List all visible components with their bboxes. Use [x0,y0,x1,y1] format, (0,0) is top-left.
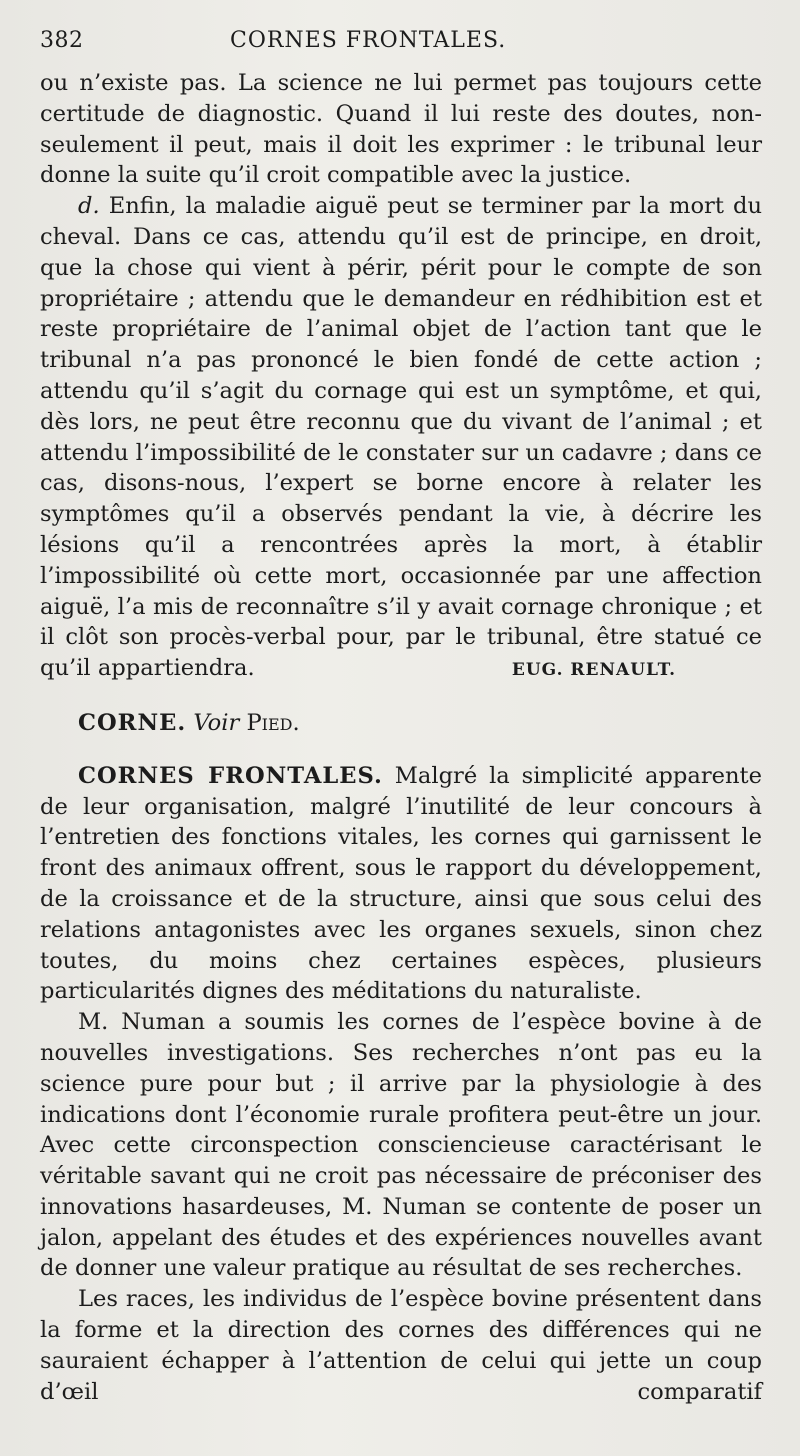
headword-corne: CORNE. [78,709,187,736]
entry-corne [40,708,762,739]
paragraph-races: Les races, les individus de l’espèce bovine présentent dans la forme et la direction des cornes des différences qui ne sauraient échapper à l’attention de celui qui jette un coup d’œil comparatif [40,1286,762,1405]
cross-ref-target: Pied. [246,709,300,736]
body-text [40,68,762,1407]
paragraph-d: d. Enfin, la maladie aiguë peut se terminer par la mort du cheval. Dans ce cas, attendu qu’il est de principe, en droit, que la chose qui vient à périr, périt pour le compte de son propriétaire ; attendu que le demandeur en rédhibition est et reste propriétaire de l’animal objet de l’action tant que le tribunal n’a pas prononcé le bien fondé de cette action ; attendu qu’il s’agit du cornage qui est un symptôme, et qui, dès lors, ne peut être reconnu que du vivant de l’animal ; et attendu l’impossibilité de le constater sur un cadavre ; dans ce cas, disons-nous, l’expert se borne encore à relater les symptômes qu’il a observés pendant la vie, à décrire les lésions qu’il a rencontrées après la mort, à établir l’impossibilité où cette mort, occasionnée par une affection aiguë, l’a mis de reconnaître s’il y avait cornage chronique ; et il clôt son procès-verbal pour, par le tribunal, être statué ce qu’il appartiendra. [40,193,762,682]
cross-ref-voir: Voir [193,709,240,736]
paragraph-numan: M. Numan a soumis les cornes de l’espèce bovine à de nouvelles investigations. Ses recherches n’ont pas eu la science pure pour but ; il arrive par la physiologie à des indications dont l’économie rurale profitera peut-être un jour. Avec cette circonspection consciencieuse caractérisant le véritable savant qui ne croit pas nécessaire de préconiser des innovations hasardeuses, M. Numan se contente de poser un jalon, appelant des études et des expériences nouvelles avant de donner une valeur pratique au résultat de ses recherches. [40,1009,762,1282]
running-title: CORNES FRONTALES. [230,28,507,53]
headword-cornes-frontales: CORNES FRONTALES. [78,762,383,789]
running-head [40,28,762,68]
entry-cornes-frontales [40,761,762,1007]
author-signature: EUG. RENAULT. [511,660,676,681]
paragraph-continuation: ou n’existe pas. La science ne lui permet pas toujours cette certitude de diagnostic. Quand il lui reste des doutes, non-seulement il peut, mais il doit les exprimer : le tribunal leur donne la suite qu’il croit compatible avec la justice. [40,70,762,189]
page-number: 382 [40,28,84,53]
entry-text: Malgré la simplicité apparente de leur organisation, malgré l’inutilité de leur concours à l’entretien des fonctions vitales, les cornes qui garnissent le front des animaux offrent, sous le rapport du développement, de la croissance et de la structure, ainsi que sous celui des relations antagonistes avec les organes sexuels, sinon chez toutes, du moins chez certaines espèces, plusieurs particularités dignes des méditations du naturaliste. [40,762,762,1005]
enumeration-letter: d. [78,193,100,220]
entry-gap [40,686,762,708]
entry-gap [40,739,762,761]
